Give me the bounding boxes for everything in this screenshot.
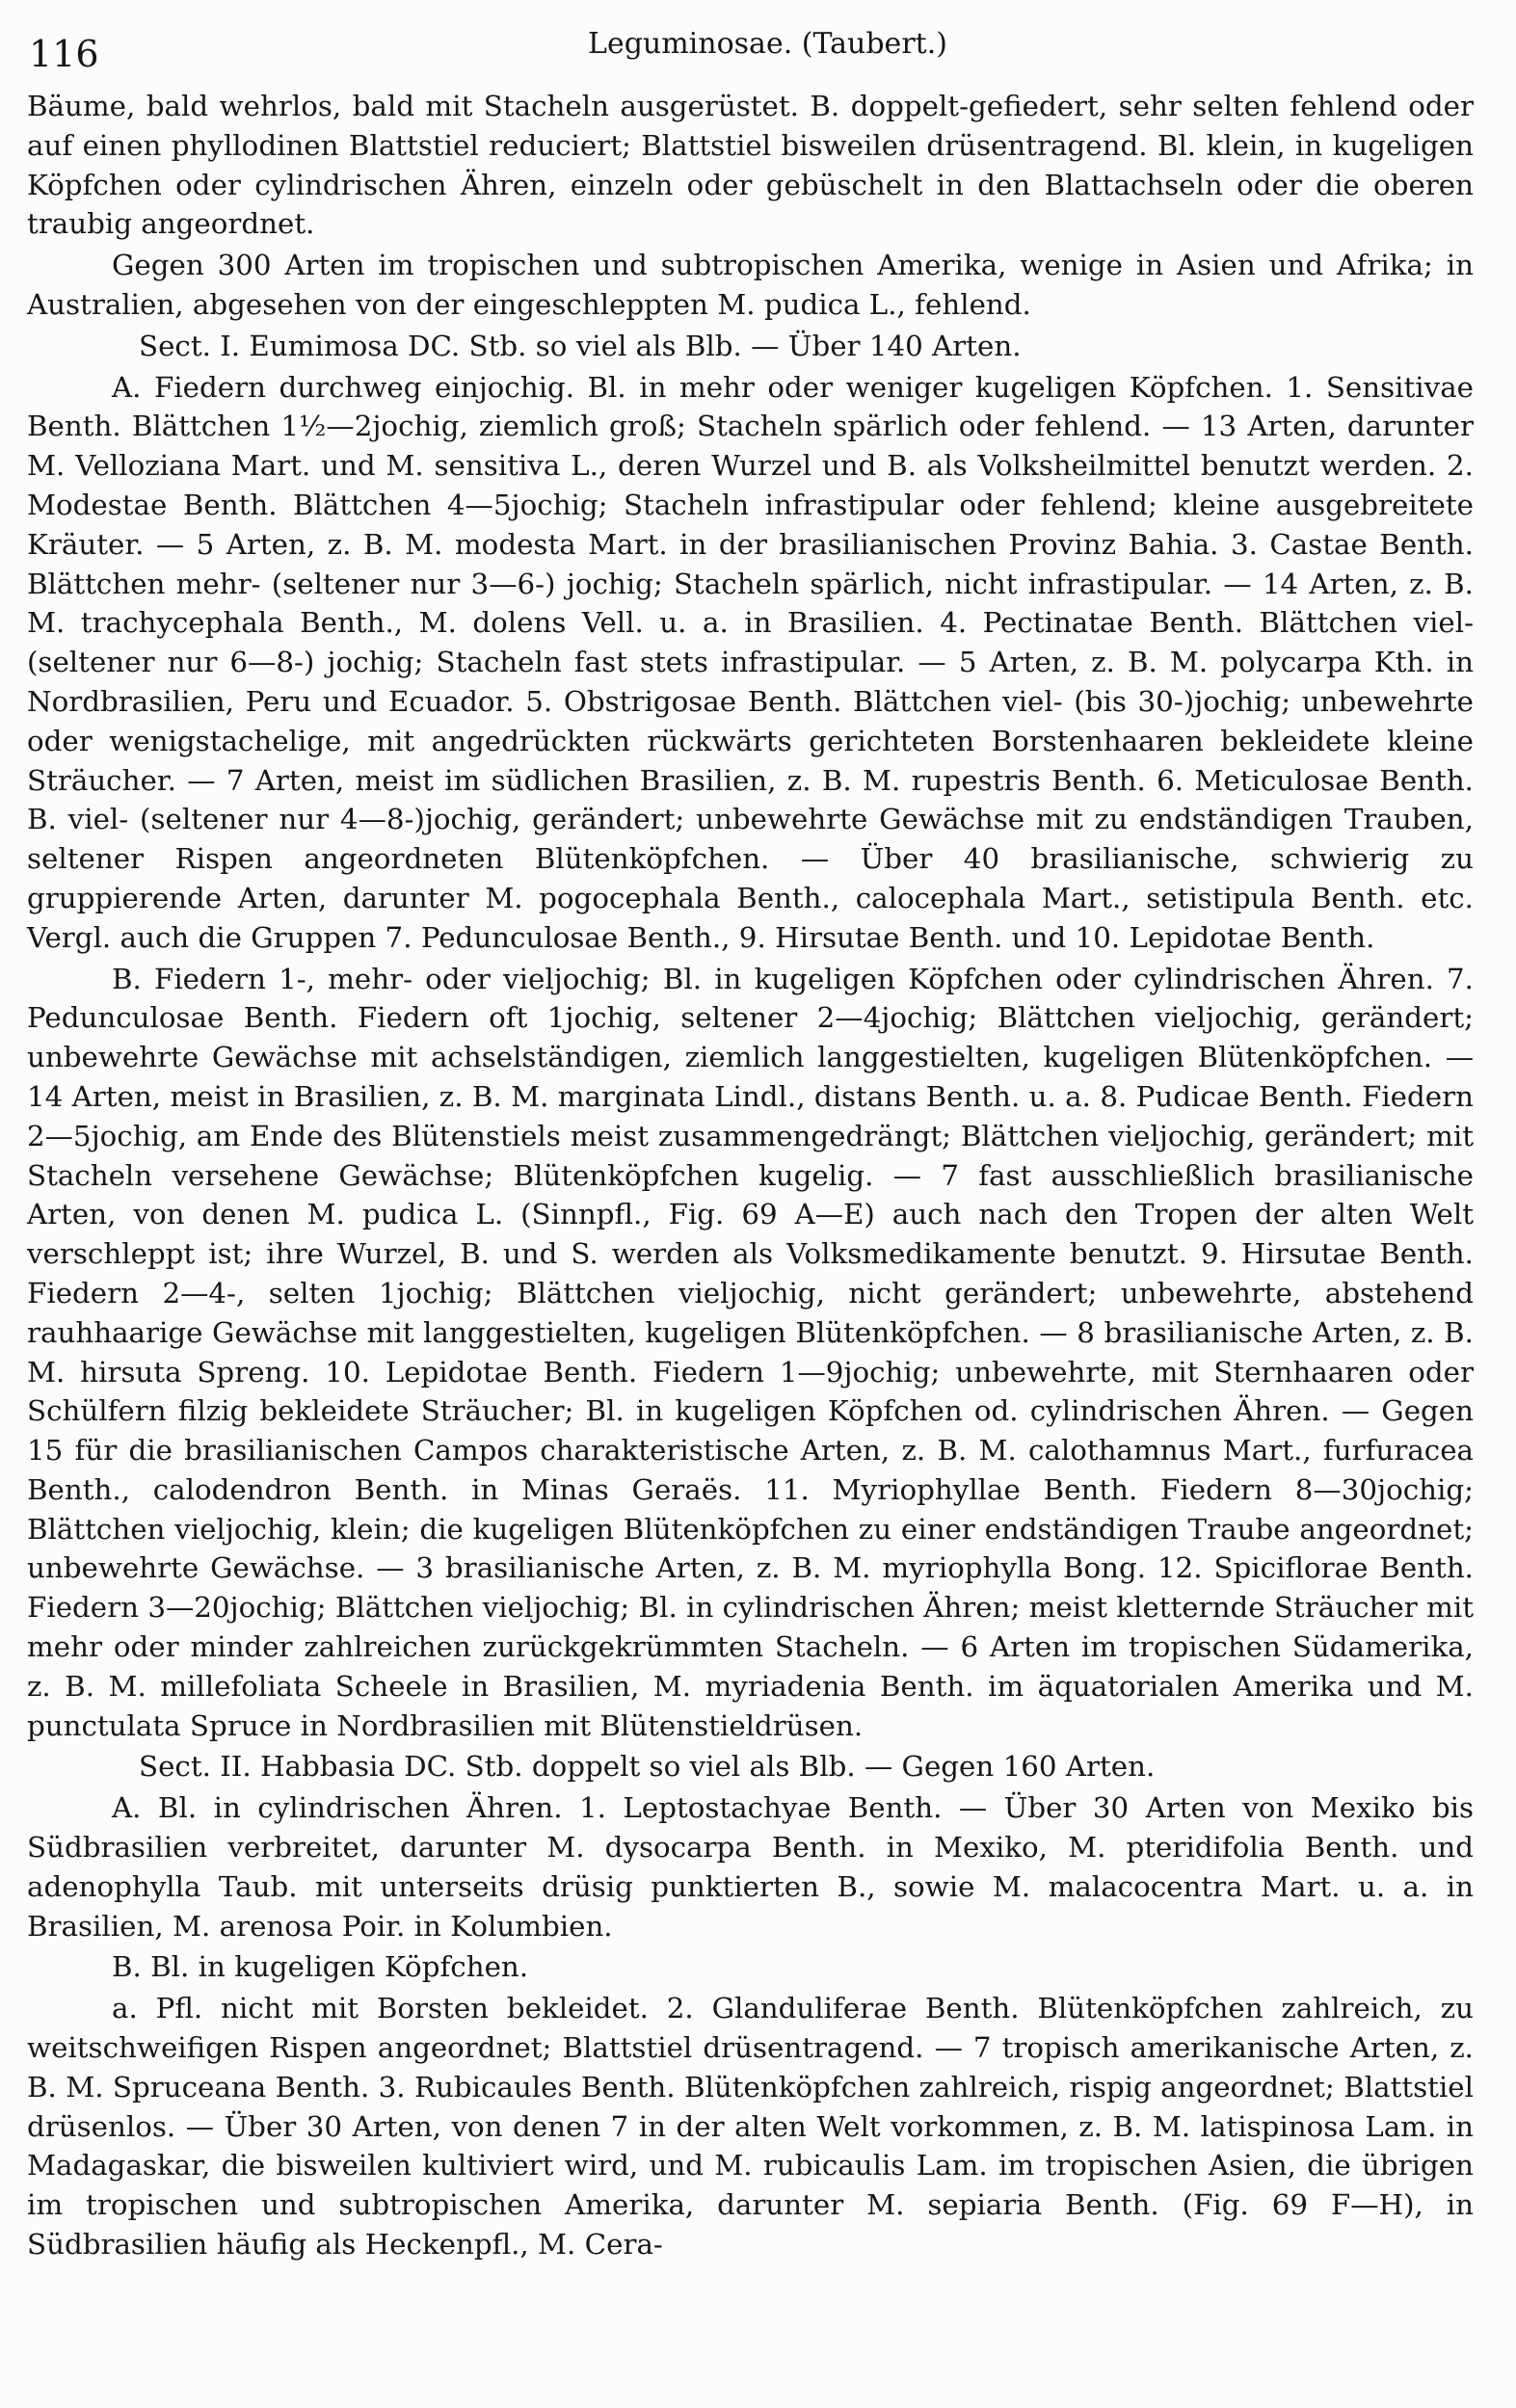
body-text — [27, 87, 1474, 2264]
habbasia-b-heading: B. Bl. in kugeligen Köpfchen. — [112, 1950, 529, 1984]
page-number: 116 — [29, 33, 99, 75]
group-b-paragraph: B. Fiedern 1-, mehr- oder vieljochig; Bl. in kugeligen Köpfchen oder cylindrischen Ähren. 7. Pedunculosae Benth. Fiedern oft 1jochig, seltener 2—4jochig; Blättchen vieljochig, gerändert; unbewehrte Gewächse mit achselständigen, ziemlich langgestielten, kugeligen Blütenköpfchen. — 14 Arten, meist in Brasilien, z. B. M. marginata Lindl., distans Benth. u. a. 8. Pudicae Benth. Fiedern 2—5jochig, am Ende des Blütenstiels meist zusammengedrängt; Blättchen vieljochig, gerändert; mit Stacheln versehene Gewächse; Blütenköpfchen kugelig. — 7 fast ausschließlich brasilianische Arten, von denen M. pudica L. (Sinnpfl., Fig. 69 A—E) auch nach den Tropen der alten Welt verschleppt ist; ihre Wurzel, B. und S. werden als Volksmedikamente benutzt. 9. Hirsutae Benth. Fiedern 2—4-, selten 1jochig; Blättchen vieljochig, nicht gerändert; unbewehrte, abstehend rauhhaarige Gewächse mit langgestielten, kugeligen Blütenköpfchen. — 8 brasilianische Arten, z. B. M. hirsuta Spreng. 10. Lepidotae Benth. Fiedern 1—9jochig; unbewehrte, mit Sternhaaren oder Schülfern filzig bekleidete Sträucher; Bl. in kugeligen Köpfchen od. cylindrischen Ähren. — Gegen 15 für die brasilianischen Campos charakteristische Arten, z. B. M. calothamnus Mart., furfuracea Benth., calodendron Benth. in Minas Geraës. 11. Myriophyllae Benth. Fiedern 8—30jochig; Blättchen vieljochig, klein; die kugeligen Blütenköpfchen zu einer endständigen Traube angeordnet; unbewehrte Gewächse. — 3 brasilianische Arten, z. B. M. myriophylla Bong. 12. Spiciflorae Benth. Fiedern 3—20jochig; Blättchen vieljochig; Bl. in cylindrischen Ähren; meist kletternde Sträucher mit mehr oder minder zahlreichen zurückgekrümmten Stacheln. — 6 Arten im tropischen Südamerika, z. B. M. millefoliata Scheele in Brasilien, M. myriadenia Benth. im äquatorialen Amerika und M. punctulata Spruce in Nordbrasilien mit Blütenstieldrüsen. — [27, 962, 1474, 1742]
running-title: Leguminosae. (Taubert.) — [588, 27, 947, 61]
habbasia-a-paragraph: A. Bl. in cylindrischen Ähren. 1. Leptostachyae Benth. — Über 30 Arten von Mexiko bis Südbrasilien verbreitet, darunter M. dysocarpa Benth. in Mexiko, M. pteridifolia Benth. und adenophylla Taub. mit unterseits drüsig punktierten B., sowie M. malacocentra Mart. u. a. in Brasilien, M. arenosa Poir. in Kolumbien. — [27, 1791, 1474, 1943]
section-heading-eumimosa: Sect. I. Eumimosa DC. Stb. so viel als Blb. — Über 140 Arten. — [139, 329, 1022, 362]
distribution-paragraph: Gegen 300 Arten im tropischen und subtropischen Amerika, wenige in Asien und Afrika; in Australien, abgesehen von der eingeschleppten M. pudica L., fehlend. — [27, 249, 1474, 321]
group-a-paragraph: A. Fiedern durchweg einjochig. Bl. in mehr oder weniger kugeligen Köpfchen. 1. Sensitivae Benth. Blättchen 1½—2jochig, ziemlich groß; Stacheln spärlich oder fehlend. — 13 Arten, darunter M. Velloziana Mart. und M. sensitiva L., deren Wurzel und B. als Volksheilmittel benutzt werden. 2. Modestae Benth. Blättchen 4—5jochig; Stacheln infrastipular oder fehlend; kleine ausgebreitete Kräuter. — 5 Arten, z. B. M. modesta Mart. in der brasilianischen Provinz Bahia. 3. Castae Benth. Blättchen mehr- (seltener nur 3—6-) jochig; Stacheln spärlich, nicht infrastipular. — 14 Arten, z. B. M. trachycephala Benth., M. dolens Vell. u. a. in Brasilien. 4. Pectinatae Benth. Blättchen viel- (seltener nur 6—8-) jochig; Stacheln fast stets infrastipular. — 5 Arten, z. B. M. polycarpa Kth. in Nordbrasilien, Peru und Ecuador. 5. Obstrigosae Benth. Blättchen viel- (bis 30-)jochig; unbewehrte oder wenigstachelige, mit angedrückten rückwärts gerichteten Borstenhaaren bekleidete kleine Sträucher. — 7 Arten, meist im südlichen Brasilien, z. B. M. rupestris Benth. 6. Meticulosae Benth. B. viel- (seltener nur 4—8-)jochig, gerändert; unbewehrte Gewächse mit zu endständigen Trauben, seltener Rispen angeordneten Blütenköpfchen. — Über 40 brasilianische, schwierig zu gruppierende Arten, darunter M. pogocephala Benth., calocephala Mart., setistipula Benth. etc. Vergl. auch die Gruppen 7. Pedunculosae Benth., 9. Hirsutae Benth. und 10. Lepidotae Benth. — [27, 370, 1474, 954]
habbasia-b-a-paragraph: a. Pfl. nicht mit Borsten bekleidet. 2. Glanduliferae Benth. Blütenköpfchen zahlreich, zu weitschweifigen Rispen angeordnet; Blattstiel drüsentragend. — 7 tropisch amerikanische Arten, z. B. M. Spruceana Benth. 3. Rubicaules Benth. Blütenköpfchen zahlreich, rispig angeordnet; Blattstiel drüsenlos. — Über 30 Arten, von denen 7 in der alten Welt vorkommen, z. B. M. latispinosa Lam. in Madagaskar, die bisweilen kultiviert wird, und M. rubicaulis Lam. im tropischen Asien, die übrigen im tropischen und subtropischen Amerika, darunter M. sepiaria Benth. (Fig. 69 F—H), in Südbrasilien häufig als Heckenpfl., M. Cera- — [27, 1992, 1474, 2262]
section-heading-habbasia: Sect. II. Habbasia DC. Stb. doppelt so viel als Blb. — Gegen 160 Arten. — [139, 1750, 1156, 1784]
page-header — [27, 27, 1474, 87]
genus-description: Bäume, bald wehrlos, bald mit Stacheln ausgerüstet. B. doppelt-gefiedert, sehr selten fehlend oder auf einen phyllodinen Blattstiel reduciert; Blattstiel bisweilen drüsentragend. Bl. klein, in kugeligen Köpfchen oder cylindrischen Ähren, einzeln oder gebüschelt in den Blattachseln oder die oberen traubig angeordnet. — [27, 90, 1474, 241]
